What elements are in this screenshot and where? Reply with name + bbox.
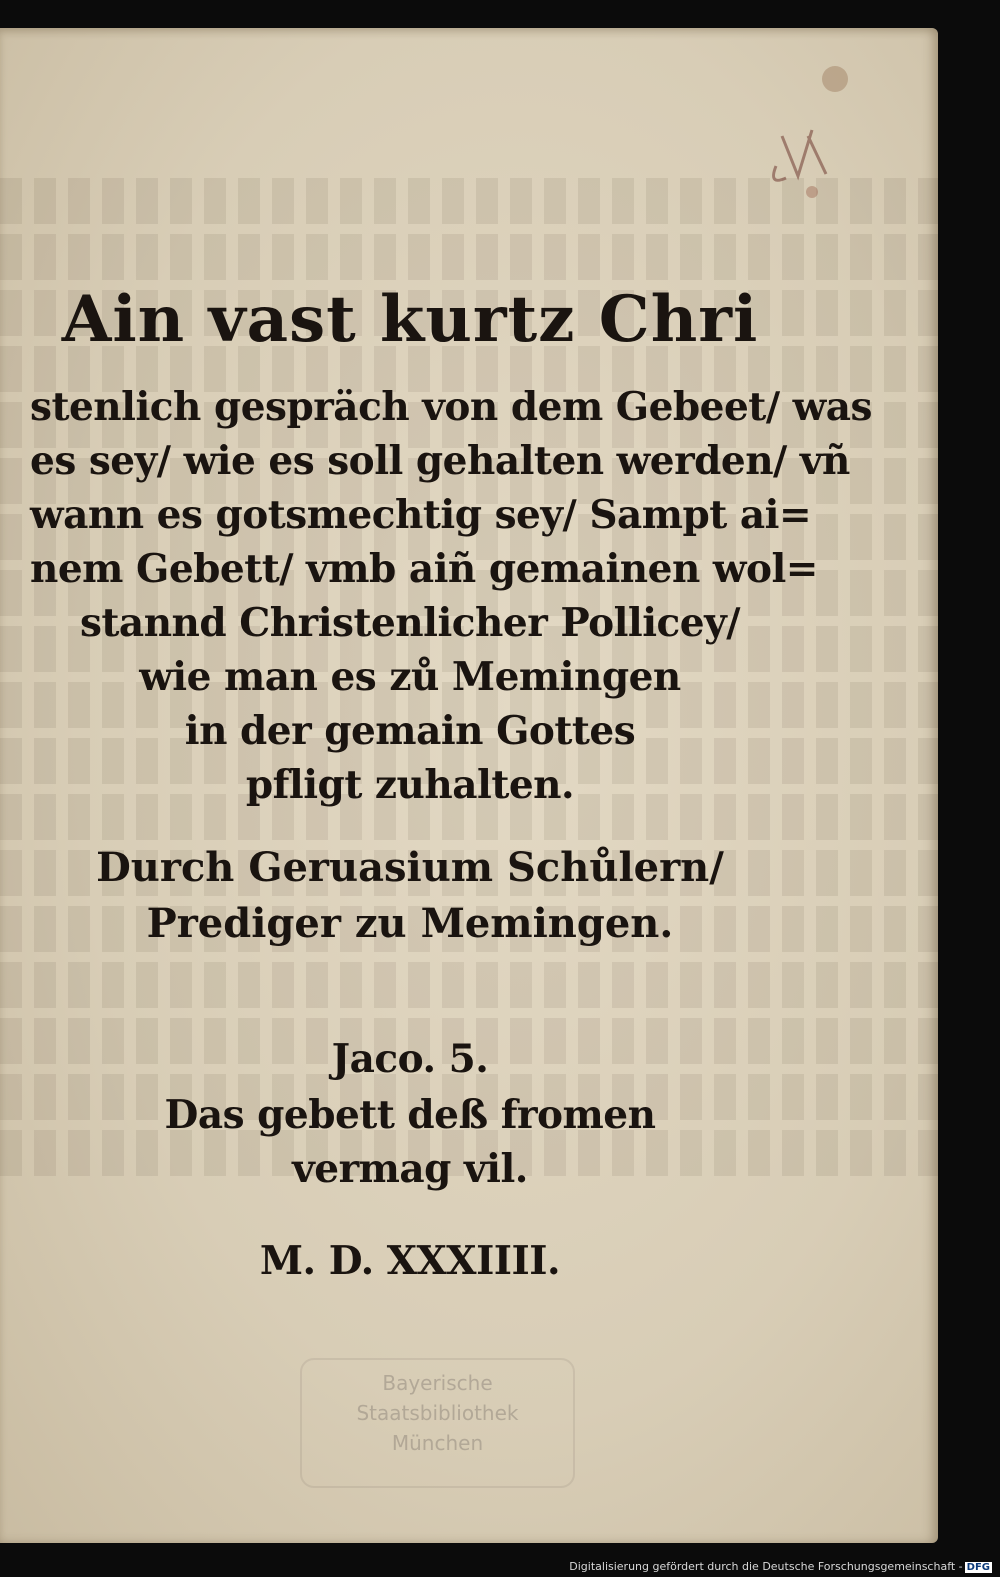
motto-line-2: vermag vil.	[292, 1146, 528, 1192]
dfg-logo: DFG	[966, 1562, 990, 1573]
stamp-line: München	[391, 1431, 484, 1455]
ink-stain	[822, 66, 848, 92]
publication-year: M. D. XXXIIII.	[259, 1238, 561, 1284]
title-line-4: wann es gotsmechtig sey/ Sampt ai=	[30, 492, 812, 538]
library-stamp	[300, 1358, 575, 1488]
author-line-1: Durch Geruasium Schůlern/	[96, 844, 724, 891]
title-line-1: Ain vast kurtz Chri	[61, 282, 759, 357]
title-line-9: pfligt zuhalten.	[245, 762, 575, 808]
title-line-3: es sey/ wie es soll gehalten werden/ vñ	[30, 438, 850, 484]
stamp-line: Bayerische	[382, 1371, 493, 1395]
title-line-7: wie man es zů Memingen	[139, 654, 681, 700]
handwritten-shelf-mark	[768, 116, 838, 196]
motto-reference: Jaco. 5.	[331, 1036, 489, 1082]
digitization-credit	[569, 1560, 992, 1573]
motto-line-1: Das gebett deß fromen	[164, 1092, 656, 1138]
title-line-5: nem Gebett/ vmb aiñ gemainen wol=	[30, 546, 818, 592]
credit-text: Digitalisierung gefördert durch die Deutsche Forschungsgemeinschaft -	[569, 1560, 963, 1573]
title-line-6: stannd Christenlicher Pollicey/	[79, 600, 741, 646]
title-line-8: in der gemain Gottes	[184, 708, 636, 754]
title-line-2: stenlich gespräch von dem Gebeet/ was	[30, 384, 872, 430]
author-line-2: Prediger zu Memingen.	[146, 900, 674, 947]
stamp-line: Staatsbibliothek	[356, 1401, 519, 1425]
